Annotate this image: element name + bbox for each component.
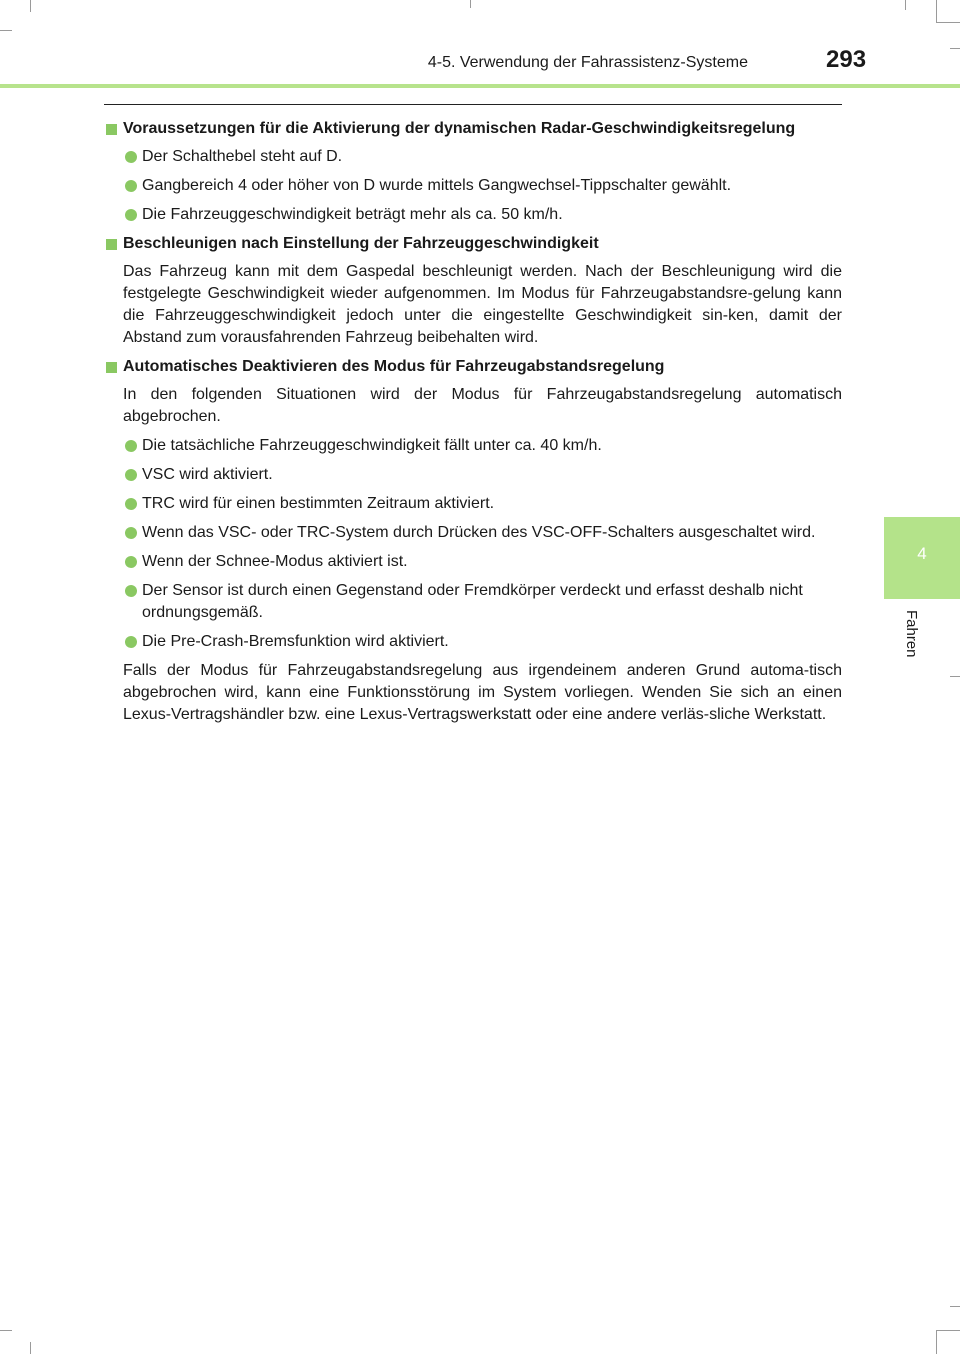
paragraph: Das Fahrzeug kann mit dem Gaspedal beschleunigt werden. Nach der Beschleunigung wird die festgelegte Geschwindigkeit wieder aufgenommen. Im Modus für Fahrzeugabstandsre-gelung kann die Fahrzeuggeschwindigkeit jedoch unter die eingestellte Geschwindigkeit sin-ken, damit der Abstand zum vorausfahrenden Fahrzeug beibehalten wird. [123,263,842,346]
crop-mark [0,1330,12,1331]
crop-mark [30,0,31,12]
round-bullet-icon [125,440,137,452]
list-item: Die Pre-Crash-Bremsfunktion wird aktiviert. [104,631,842,653]
crop-mark [0,30,12,31]
list-item: Wenn das VSC- oder TRC-System durch Drücken des VSC-OFF-Schalters ausgeschaltet wird. [104,522,842,544]
running-header-title: 4-5. Verwendung der Fahrassistenz-Systeme [427,54,748,71]
round-bullet-icon [125,527,137,539]
crop-mark [950,48,960,49]
round-bullet-icon [125,180,137,192]
round-bullet-icon [125,469,137,481]
list-item: TRC wird für einen bestimmten Zeitraum aktiviert. [104,493,842,515]
crop-mark [936,1330,960,1331]
list-item: Die Fahrzeuggeschwindigkeit beträgt mehr als ca. 50 km/h. [104,204,842,226]
list-item: Die tatsächliche Fahrzeuggeschwindigkeit fällt unter ca. 40 km/h. [104,435,842,457]
list-item: Der Sensor ist durch einen Gegenstand oder Fremdkörper verdeckt und erfasst deshalb nicht ordnungsgemäß. [104,580,842,624]
section-heading: Voraussetzungen für die Aktivierung der dynamischen Radar-Geschwindigkeitsregelung [104,118,842,140]
crop-mark [905,0,906,10]
round-bullet-icon [125,151,137,163]
crop-mark [936,22,960,23]
page-content [104,118,842,733]
round-bullet-icon [125,556,137,568]
section-heading: Automatisches Deaktivieren des Modus für Fahrzeugabstandsregelung [104,356,842,378]
paragraph: Falls der Modus für Fahrzeugabstandsregelung aus irgendeinem anderen Grund automa-tisch abgebrochen wird, kann eine Funktionsstörung im System vorliegen. Wenden Sie sich an einen Lexus-Vertragshändler bzw. eine Lexus-Vertragswerkstatt oder eine andere verläs-sliche Werkstatt. [123,662,842,723]
list-item: Der Schalthebel steht auf D. [104,146,842,168]
square-bullet-icon [106,362,117,373]
chapter-label: Fahren [903,610,920,658]
page-number: 293 [826,46,867,73]
list-item: VSC wird aktiviert. [104,464,842,486]
crop-mark [950,1306,960,1307]
crop-mark [470,0,471,8]
section-rule [104,104,842,105]
round-bullet-icon [125,585,137,597]
header-rule [0,84,960,88]
round-bullet-icon [125,209,137,221]
square-bullet-icon [106,239,117,250]
chapter-number: 4 [917,544,927,563]
round-bullet-icon [125,636,137,648]
list-item: Gangbereich 4 oder höher von D wurde mittels Gangwechsel-Tippschalter gewählt. [104,175,842,197]
crop-mark [936,1330,937,1354]
crop-mark [30,1342,31,1354]
paragraph: In den folgenden Situationen wird der Modus für Fahrzeugabstandsregelung automatisch abgebrochen. [123,386,842,425]
square-bullet-icon [106,124,117,135]
crop-mark [950,676,960,677]
crop-mark [936,0,937,22]
chapter-tab [884,517,960,599]
section-heading: Beschleunigen nach Einstellung der Fahrzeuggeschwindigkeit [104,233,842,255]
list-item: Wenn der Schnee-Modus aktiviert ist. [104,551,842,573]
round-bullet-icon [125,498,137,510]
